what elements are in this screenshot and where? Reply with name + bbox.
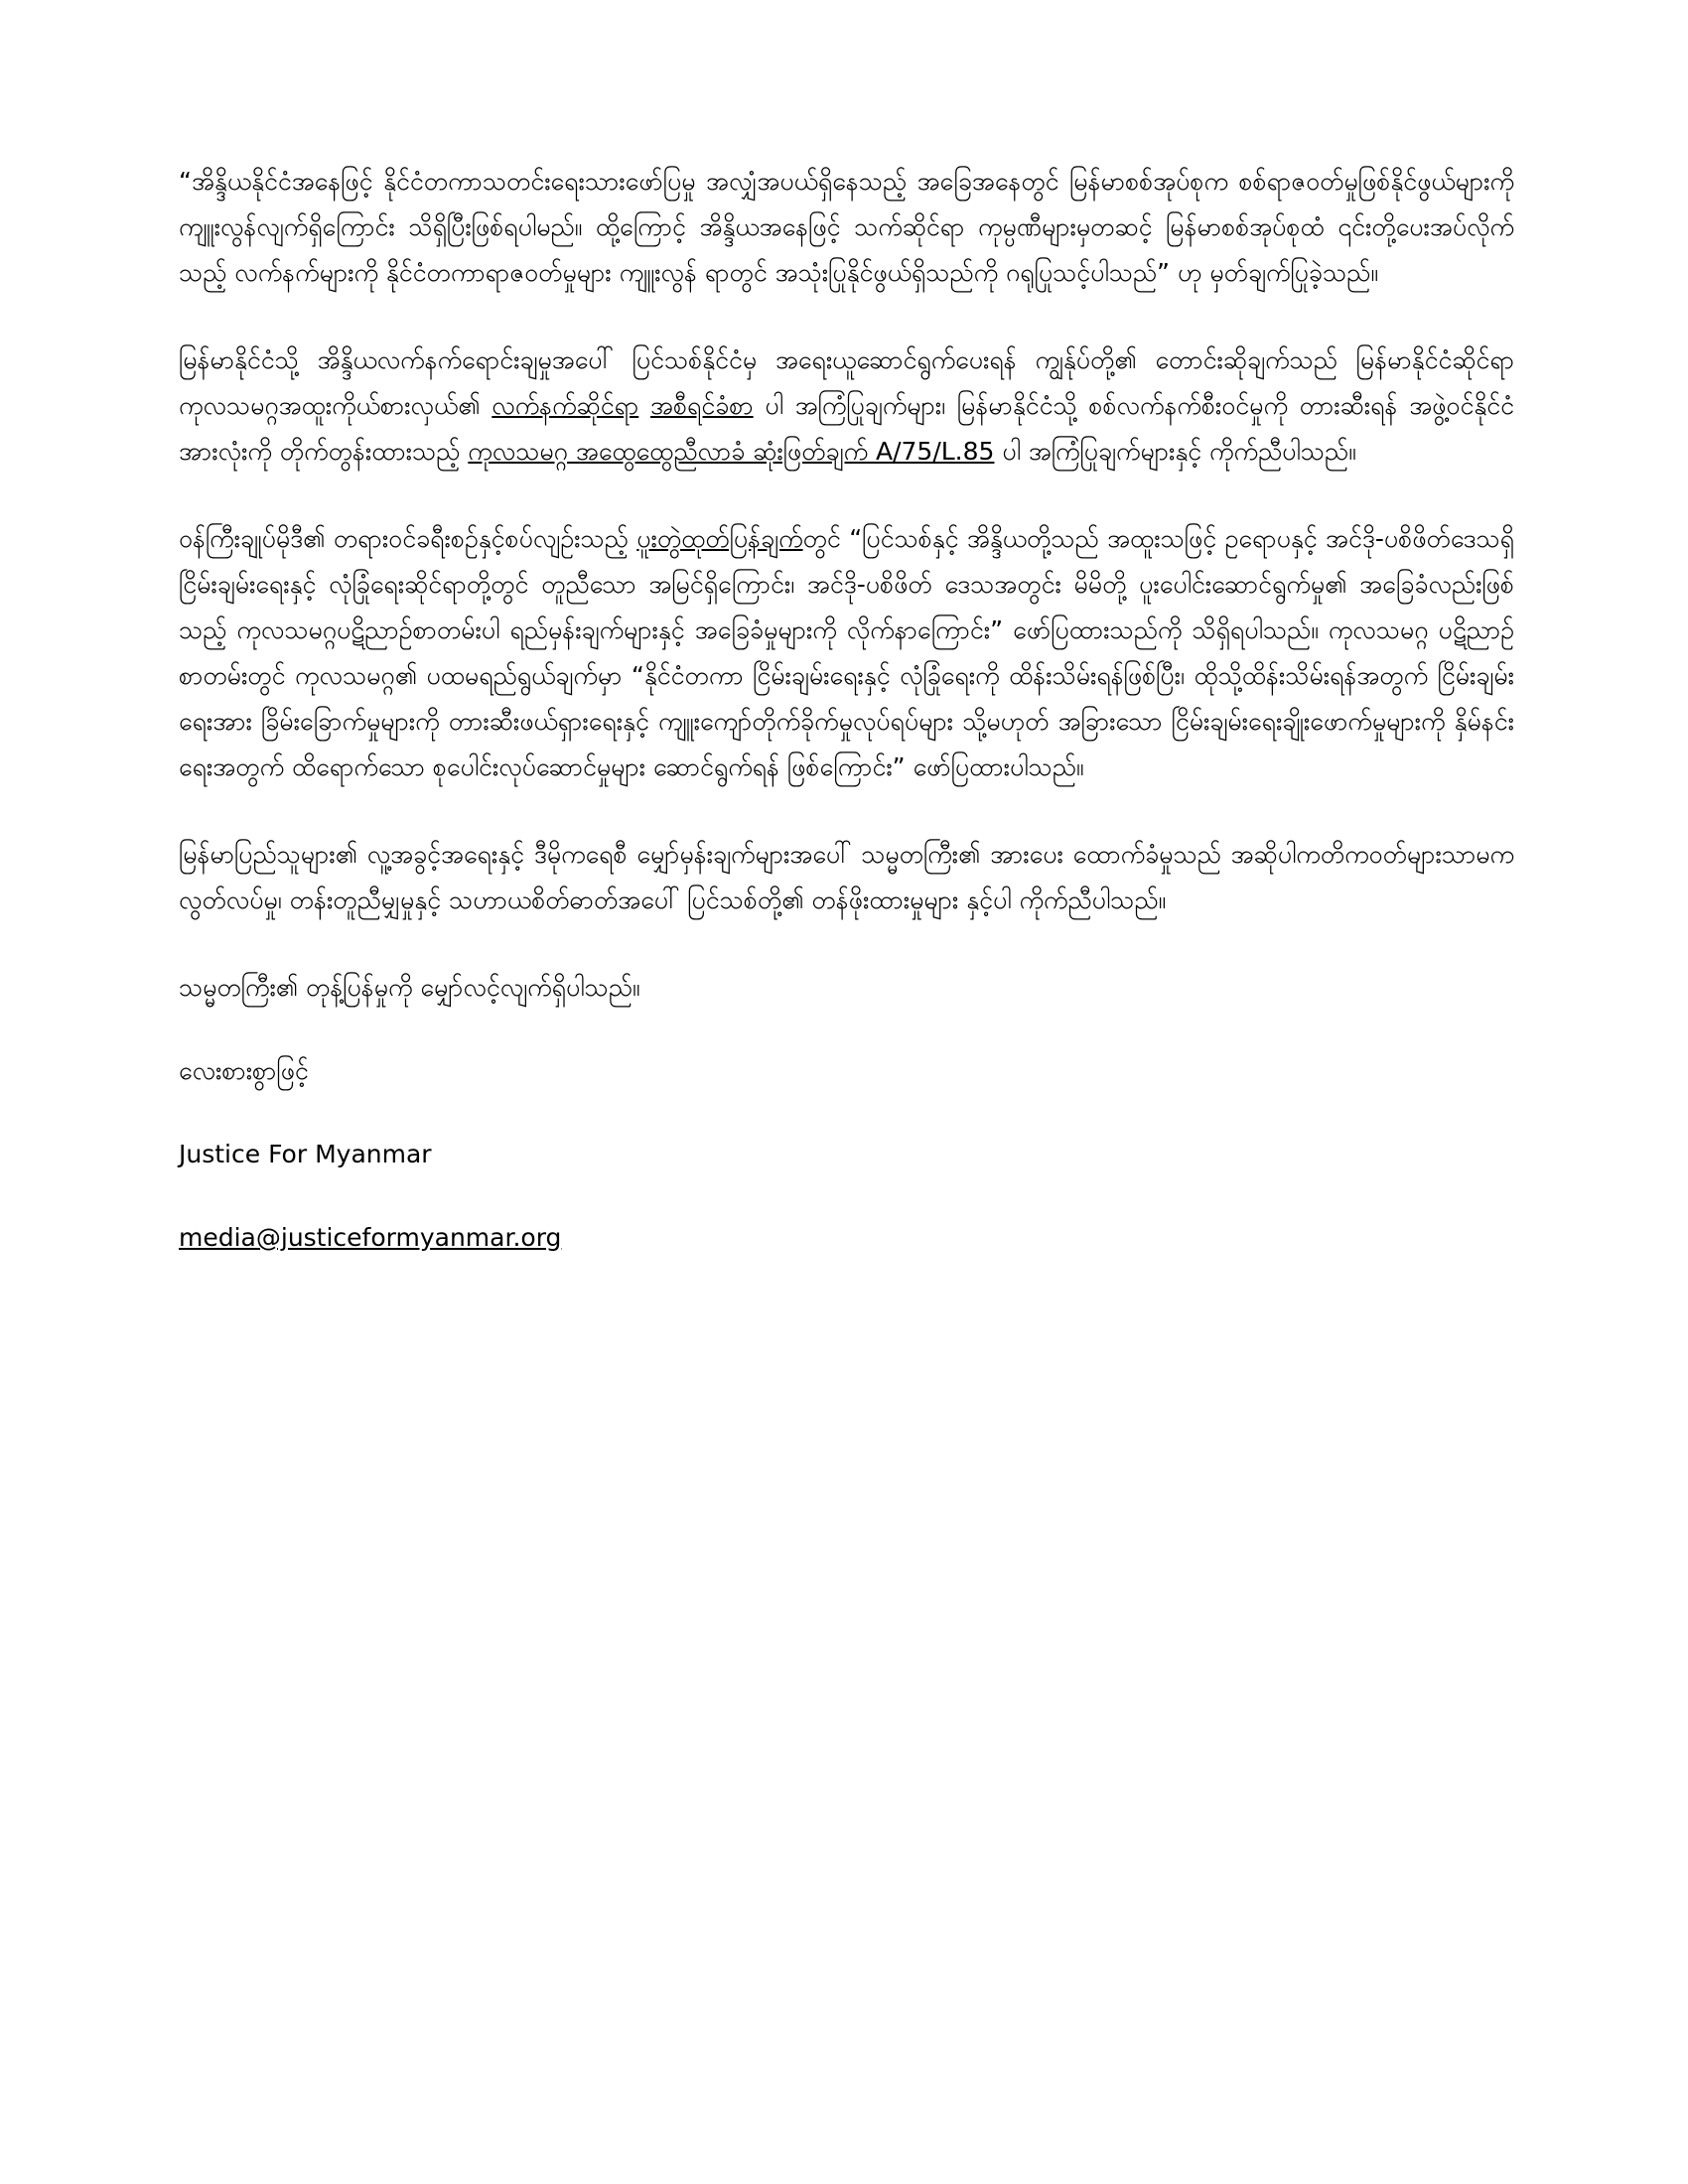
paragraph-quote-text: “အိန္ဒိယနိုင်ငံအနေဖြင့် နိုင်ငံတကာသတင်းရေးသားဖော်ပြမှု အလျှံအပယ်ရှိနေသည့် အခြေအနေတွင် မြန်မာစစ်အုပ်စုက စစ်ရာဇဝတ်မှုဖြစ်နိုင်ဖွယ်များကို ကျူးလွန်လျက်ရှိကြောင်း သိရှိပြီးဖြစ်ရပါမည်။ ထို့ကြောင့် အိန္ဒိယအနေဖြင့် သက်ဆိုင်ရာ ကုမ္ပဏီများမှတဆင့် မြန်မာစစ်အုပ်စုထံ ၎င်းတို့ပေးအပ်လိုက်သည့် လက်နက်များကို နိုင်ငံတကာရာဇဝတ်မှုများ ကျူးလွန် ရာတွင် အသုံးပြုနိုင်ဖွယ်ရှိသည်ကို ဂရုပြုသင့်ပါသည်” ဟု မှတ်ချက်ပြုခဲ့သည်။ [179, 167, 1514, 287]
organization-name [179, 1132, 1514, 1177]
paragraph-values-text: မြန်မာပြည်သူများ၏ လူ့အခွင့်အရေးနှင့် ဒီမိုကရေစီ မျှော်မှန်းချက်များအပေါ် သမ္မတကြီး၏ အားပေး ထောက်ခံမှုသည် အဆိုပါကတိကဝတ်များသာမက လွတ်လပ်မှု၊ တန်းတူညီမျှမှုနှင့် သဟာယစိတ်ဓာတ်အပေါ် ပြင်သစ်တို့၏ တန်ဖိုးထားမှုများ နှင့်ပါ ကိုက်ညီပါသည်။ [179, 840, 1514, 914]
report-link[interactable]: အစီရင်ခံစာ [650, 391, 754, 420]
paragraph-joint-statement-text-a: ဝန်ကြီးချုပ်မိုဒီ၏ တရားဝင်ခရီးစဉ်နှင့်စပ်လျဉ်းသည့် [179, 524, 637, 553]
signoff [179, 1048, 1514, 1094]
paragraph-request-text-a: မြန်မာနိုင်ငံသို့ အိန္ဒိယလက်နက်ရောင်းချမှုအပေါ် ပြင်သစ်နိုင်ငံမှ အရေးယူဆောင်ရွက်ပေးရန် ကျွန်ုပ်တို့၏ တောင်းဆိုချက်သည် မြန်မာနိုင်ငံဆိုင်ရာကုလသမဂ္ဂအထူးကိုယ်စားလှယ်၏ [179, 345, 1514, 420]
paragraph-joint-statement [179, 516, 1514, 790]
arms-report-link[interactable]: လက်နက်ဆိုင်ရာ [492, 391, 639, 420]
joint-statement-link[interactable]: ပူးတွဲထုတ်ပြန်ချက် [636, 524, 803, 553]
un-resolution-link[interactable]: ကုလသမဂ္ဂ အထွေထွေညီလာခံ ဆုံးဖြတ်ချက် A/75/L.85 [468, 437, 995, 466]
paragraph-request [179, 338, 1514, 475]
organization-name-text: Justice For Myanmar [179, 1140, 432, 1168]
paragraph-joint-statement-text-b: တွင် “ပြင်သစ်နှင့် အိန္ဒိယတို့သည် အထူးသဖြင့် ဥရောပနှင့် အင်ဒို-ပစိဖိတ်ဒေသရှိ ငြိမ်းချမ်းရေးနှင့် လုံခြုံရေးဆိုင်ရာတို့တွင် တူညီသော အမြင်ရှိကြောင်း၊ အင်ဒို-ပစိဖိတ် ဒေသအတွင်း မိမိတို့ ပူးပေါင်းဆောင်ရွက်မှု၏ အခြေခံလည်းဖြစ်သည့် ကုလသမဂ္ဂပဋိညာဉ်စာတမ်းပါ ရည်မှန်းချက်များနှင့် အခြေခံမှုများကို လိုက်နာကြောင်း” ဖော်ပြထားသည်ကို သိရှိရပါသည်။ ကုလသမဂ္ဂ ပဋိညာဉ်စာတမ်းတွင် ကုလသမဂ္ဂ၏ ပထမရည်ရွယ်ချက်မှာ “နိုင်ငံတကာ ငြိမ်းချမ်းရေးနှင့် လုံခြုံရေးကို ထိန်းသိမ်းရန်ဖြစ်ပြီး၊ ထိုသို့ထိန်းသိမ်းရန်အတွက် ငြိမ်းချမ်းရေးအား ခြိမ်းခြောက်မှုများကို တားဆီးဖယ်ရှားရေးနှင့် ကျူးကျော်တိုက်ခိုက်မှုလုပ်ရပ်များ သို့မဟုတ် အခြားသော ငြိမ်းချမ်းရေးချိုးဖောက်မှုများကို နှိမ်နင်းရေးအတွက် ထိရောက်သော စုပေါင်းလုပ်ဆောင်မှုများ ဆောင်ရွက်ရန် ဖြစ်ကြောင်း” ဖော်ပြထားပါသည်။ [179, 524, 1515, 781]
paragraph-quote [179, 159, 1514, 296]
email-link[interactable]: media@justiceformyanmar.org [179, 1223, 562, 1252]
paragraph-request-text-c: ပါ အကြံပြုချက်များနှင့် ကိုက်ညီပါသည်။ [994, 437, 1356, 466]
contact-email [179, 1215, 1514, 1261]
paragraph-awaiting-response-text: သမ္မတကြီး၏ တုန့်ပြန်မှုကို မျှော်လင့်လျက်ရှိပါသည်။ [179, 973, 640, 1002]
signoff-text: လေးစားစွာဖြင့် [179, 1056, 309, 1085]
paragraph-awaiting-response [179, 965, 1514, 1011]
paragraph-values [179, 832, 1514, 923]
paragraph-request-text-b: ပါ အကြံပြုချက်များ၊ မြန်မာနိုင်ငံသို့ စစ်လက်နက်စီးဝင်မှုကို တားဆီးရန် အဖွဲ့ဝင်နိုင်ငံအားလုံးကို တိုက်တွန်းထားသည့် [179, 391, 1514, 466]
letter-body [179, 159, 1514, 1298]
